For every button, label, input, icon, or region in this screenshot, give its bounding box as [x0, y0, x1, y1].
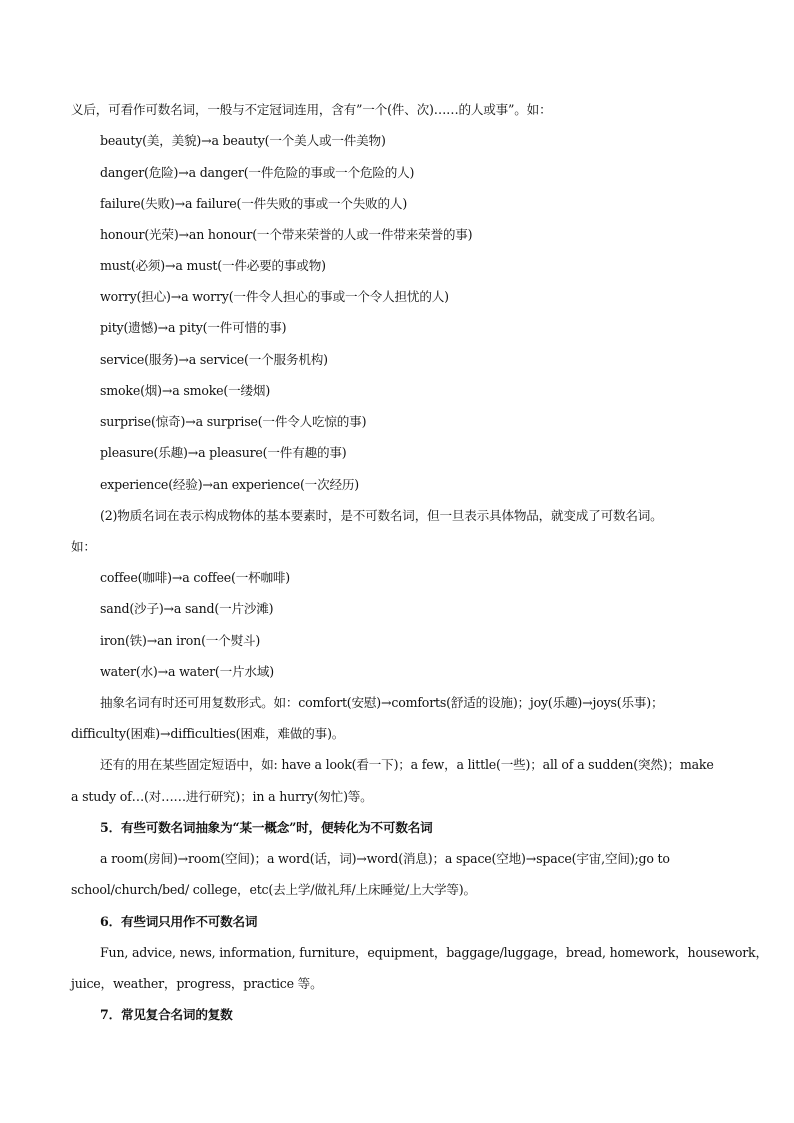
example-line: sand(沙子)→a sand(一片沙滩) — [100, 601, 274, 616]
example-line: iron(铁)→an iron(一个熨斗) — [100, 633, 261, 648]
text-line: a study of…(对……进行研究)；in a hurry(匆忙)等。 — [71, 789, 373, 804]
text-line: 义后，可看作可数名词，一般与不定冠词连用，含有”一个(件、次)……的人或事”。如： — [71, 102, 552, 117]
example-line: service(服务)→a service(一个服务机构) — [100, 352, 328, 367]
example-line: failure(失败)→a failure(一件失败的事或一个失败的人) — [100, 196, 408, 211]
text-line: school/church/bed/ college，etc(去上学/做礼拜/上床睡觉/上大学等)。 — [71, 882, 476, 897]
section-heading: 6．有些词只用作不可数名词 — [100, 914, 258, 929]
example-line: beauty(美，美貌)→a beauty(一个美人或一件美物) — [100, 133, 386, 148]
example-line: experience(经验)→an experience(一次经历) — [100, 477, 359, 492]
example-line: smoke(烟)→a smoke(一缕烟) — [100, 383, 271, 398]
section-heading: 5．有些可数名词抽象为“某一概念”时，便转化为不可数名词 — [100, 820, 433, 835]
section-heading: 7．常见复合名词的复数 — [100, 1007, 233, 1022]
example-line: surprise(惊奇)→a surprise(一件令人吃惊的事) — [100, 414, 367, 429]
text-line: 如： — [71, 539, 96, 554]
example-line: danger(危险)→a danger(一件危险的事或一个危险的人) — [100, 165, 415, 180]
paragraph-line: 抽象名词有时还可用复数形式。如：comfort(安慰)→comforts(舒适的设施)；joy(乐趣)→joys(乐事)； — [100, 695, 664, 710]
example-line: pity(遗憾)→a pity(一件可惜的事) — [100, 320, 287, 335]
example-line: must(必须)→a must(一件必要的事或物) — [100, 258, 326, 273]
example-line: honour(光荣)→an honour(一个带来荣誉的人或一件带来荣誉的事) — [100, 227, 473, 242]
example-line: water(水)→a water(一片水域) — [100, 664, 274, 679]
example-line: pleasure(乐趣)→a pleasure(一件有趣的事) — [100, 445, 347, 460]
text-line: juice，weather，progress，practice 等。 — [71, 976, 323, 991]
paragraph-line: a room(房间)→room(空间)；a word(话，词)→word(消息)；a space(空地)→space(宇宙,空间);go to — [100, 851, 670, 866]
example-line: coffee(咖啡)→a coffee(一杯咖啡) — [100, 570, 291, 585]
text-line: difficulty(困难)→difficulties(困难，难做的事)。 — [71, 726, 345, 741]
paragraph-line: (2)物质名词在表示构成物体的基本要素时，是不可数名词，但一旦表示具体物品，就变成了可数名词。 — [100, 508, 663, 523]
paragraph-line: Fun, advice, news, information, furniture，equipment，baggage/luggage，bread, homework，housework， — [100, 945, 768, 960]
example-line: worry(担心)→a worry(一件令人担心的事或一个令人担忧的人) — [100, 289, 449, 304]
paragraph-line: 还有的用在某些固定短语中，如: have a look(看一下)；a few，a little(一些)；all of a sudden(突然)；make — [100, 757, 714, 772]
